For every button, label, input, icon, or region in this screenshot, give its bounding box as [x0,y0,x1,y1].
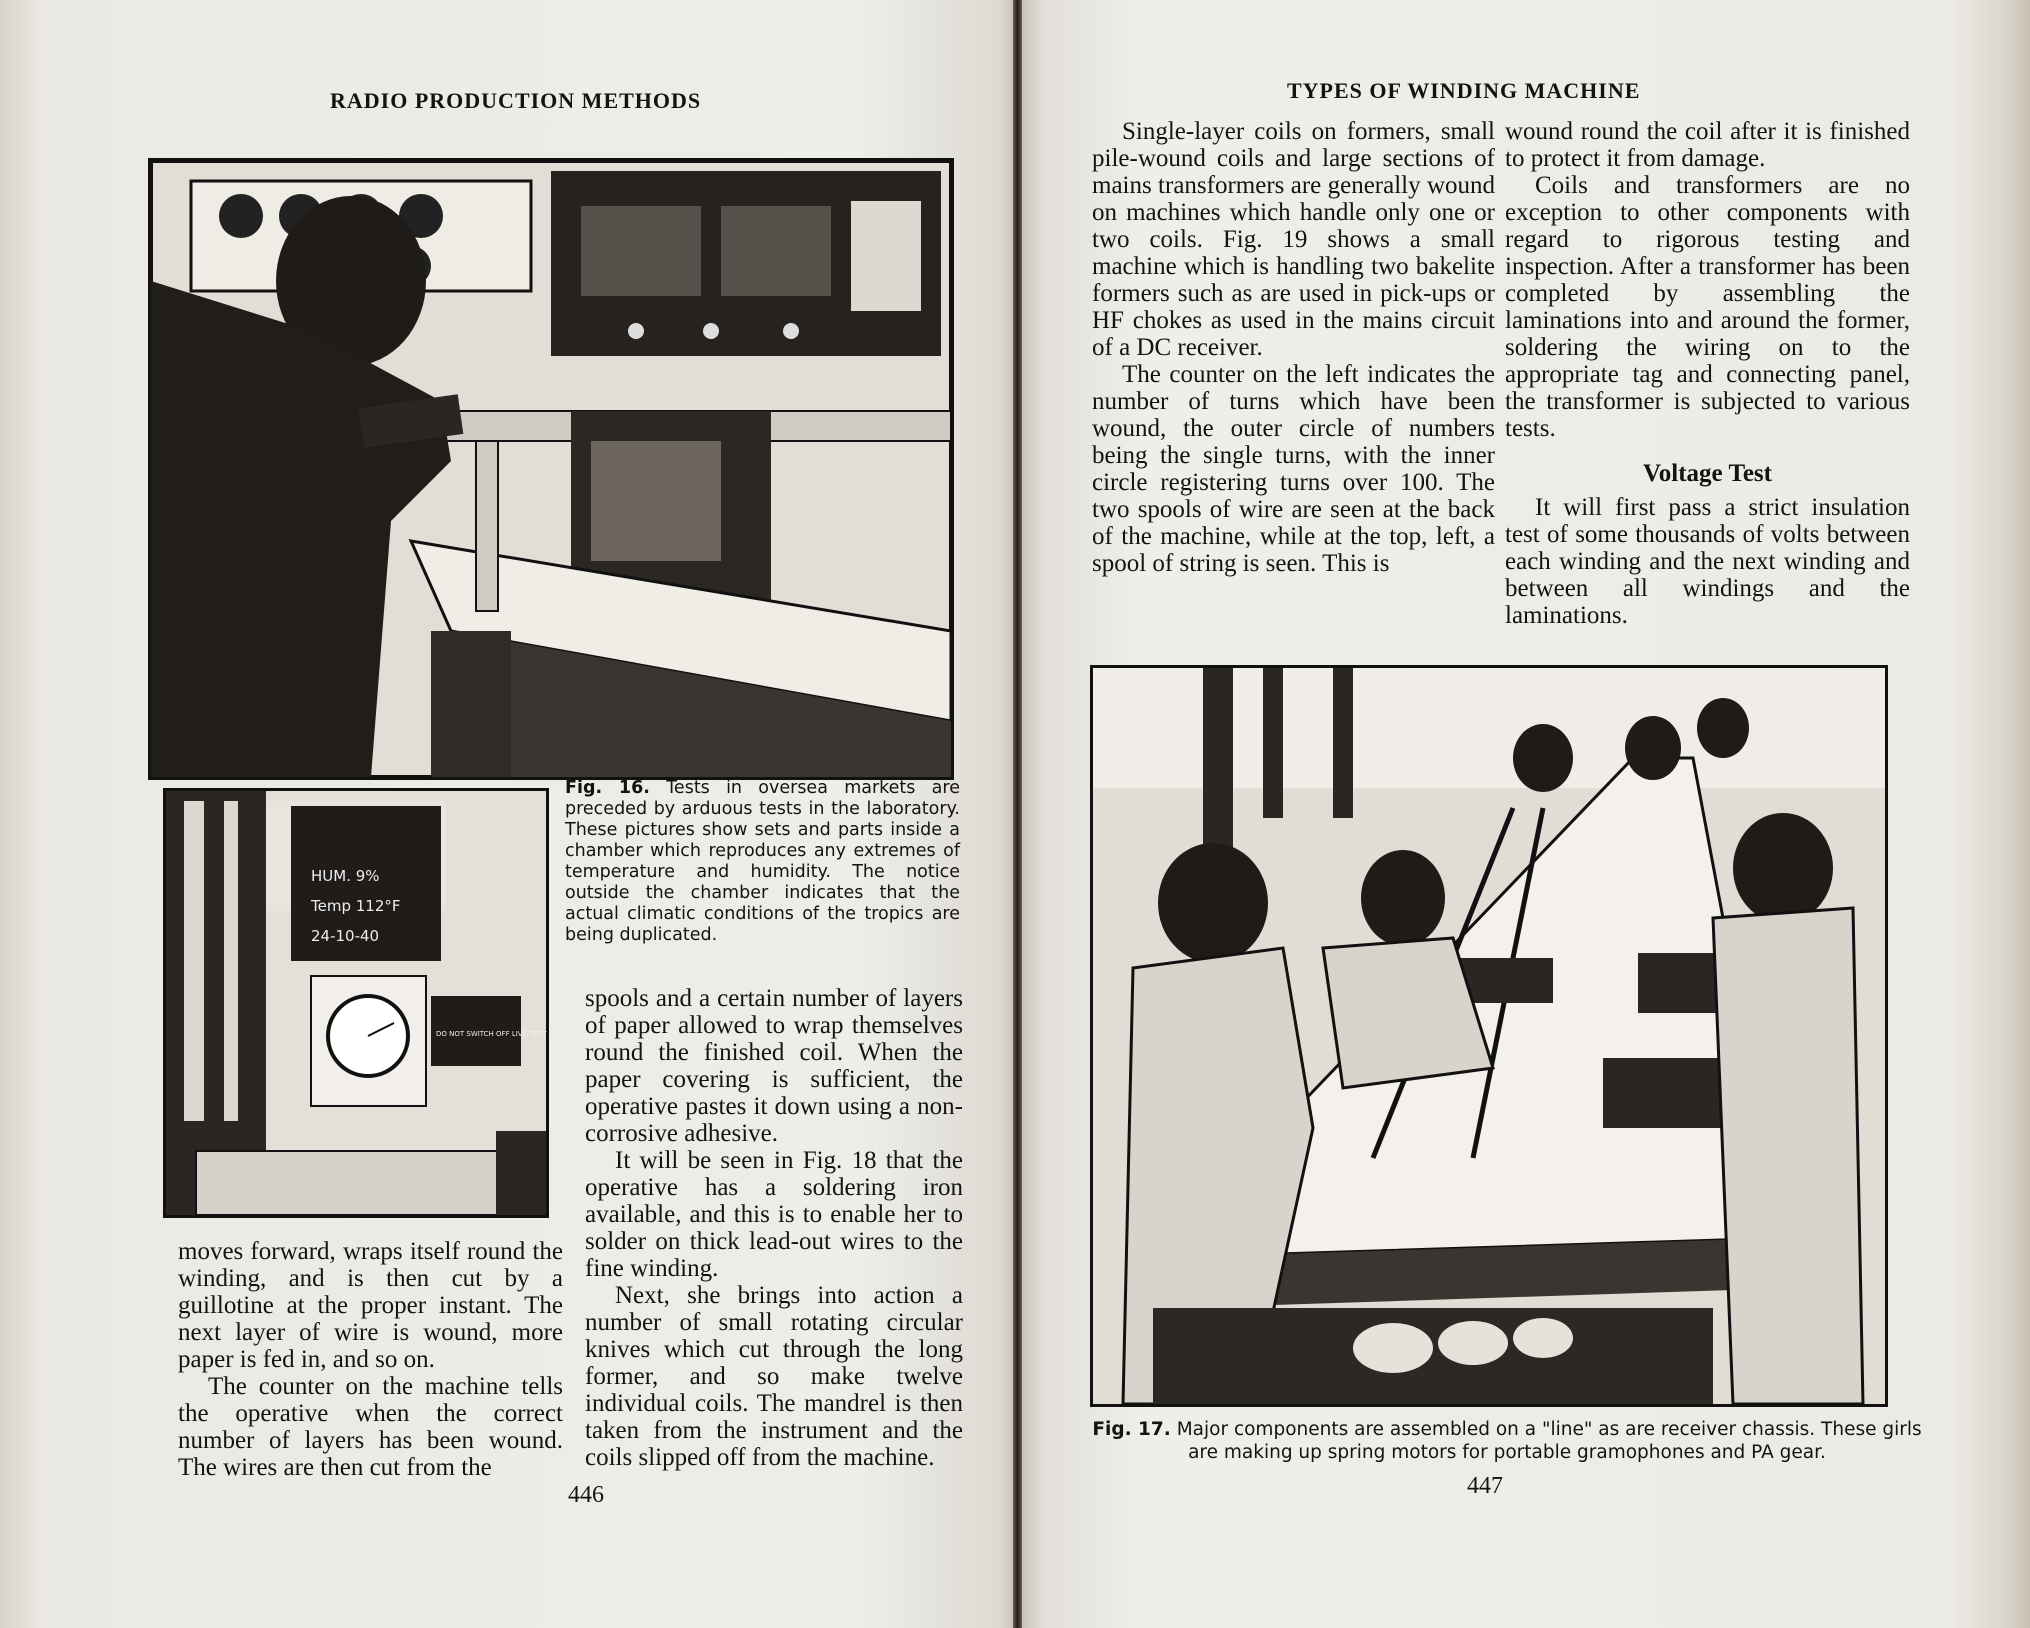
paragraph: It will be seen in Fig. 18 that the operative has a soldering iron available, and this is to enable her to solder on thick lead-out wires to the fine winding. [585,1147,963,1282]
figure-16-lab-illustration [148,158,954,780]
paragraph: wound round the coil after it is finished to protect it from damage. [1505,118,1910,172]
figure-17-caption-label: Fig. 17. [1092,1419,1171,1440]
chamber-notice-date: 24-10-40 [311,927,380,945]
right-page [1022,0,2030,1628]
paragraph: Single-layer coils on formers, small pile-wound coils and large sections of mains transformers are generally wound on machines which handle only one or two coils. Fig. 19 shows a small machine which is handling two bakelite formers such as are used in pick-ups or HF chokes as used in the mains circuit of a DC receiver. [1092,118,1495,361]
paragraph: Next, she brings into action a number of small rotating circular knives which cut through the long former, and so make twelve individual coils. The mandrel is then taken from the instrument and the coils slipped off from the machine. [585,1282,963,1471]
page-number-left: 446 [568,1482,604,1508]
right-page-column-2-continued [1505,494,1910,629]
right-page-column-2 [1505,118,1910,442]
running-head-left: RADIO PRODUCTION METHODS [330,88,702,113]
page-number-right: 447 [1467,1473,1503,1499]
subheading-voltage-test: Voltage Test [1643,460,1772,487]
figure-16-caption [565,778,960,946]
figure-17-assembly-line-illustration [1090,665,1888,1407]
figure-16-chamber-illustration [163,788,597,1218]
figure-17-caption [1092,1418,1922,1464]
chamber-notice-hum: HUM. 9% [311,867,380,885]
left-page-left-column [178,1238,563,1481]
left-page-right-column [585,985,963,1471]
figure-16-caption-text: Tests in oversea markets are preceded by arduous tests in the laboratory. These pictures show sets and parts inside a chamber which reproduces any extremes of temperature and humidity. The notice outside the chamber indicates that the actual climatic conditions of the tropics are being duplicated. [565,778,960,945]
live-test-sign-text: DO NOT SWITCH OFF LIVE TEST IN PROGRESS [436,1030,597,1038]
left-page [0,0,1013,1628]
paragraph: The counter on the left indicates the number of turns which have been wound, the outer circle of numbers being the single turns, with the inner circle registering turns over 100. The two spools of wire are seen at the back of the machine, while at the top, left, a spool of string is seen. This is [1092,361,1495,577]
chamber-notice-temp: Temp 112°F [311,897,401,915]
paragraph: moves forward, wraps itself round the winding, and is then cut by a guillotine at the proper instant. The next layer of wire is wound, more paper is fed in, and so on. [178,1238,563,1373]
book-gutter [1013,0,1022,1628]
paragraph: It will first pass a strict insulation test of some thousands of volts between each winding and the next winding and between all windings and the laminations. [1505,494,1910,629]
right-page-column-1 [1092,118,1495,577]
paragraph: spools and a certain number of layers of paper allowed to wrap themselves round the finished coil. When the paper covering is sufficient, the operative pastes it down using a non-corrosive adhesive. [585,985,963,1147]
figure-16-caption-label: Fig. 16. [565,778,650,798]
paragraph: The counter on the machine tells the operative when the correct number of layers has been wound. The wires are then cut from the [178,1373,563,1481]
running-head-right: TYPES OF WINDING MACHINE [1287,78,1641,103]
figure-17-caption-text: Major components are assembled on a "line" as are receiver chassis. These girls are making up spring motors for portable gramophones and PA gear. [1176,1419,1922,1463]
paragraph: Coils and transformers are no exception to other components with regard to rigorous testing and inspection. After a transformer has been completed by assembling the laminations into and around the former, soldering the wiring on to the appropriate tag and connecting panel, the transformer is subjected to various tests. [1505,172,1910,442]
